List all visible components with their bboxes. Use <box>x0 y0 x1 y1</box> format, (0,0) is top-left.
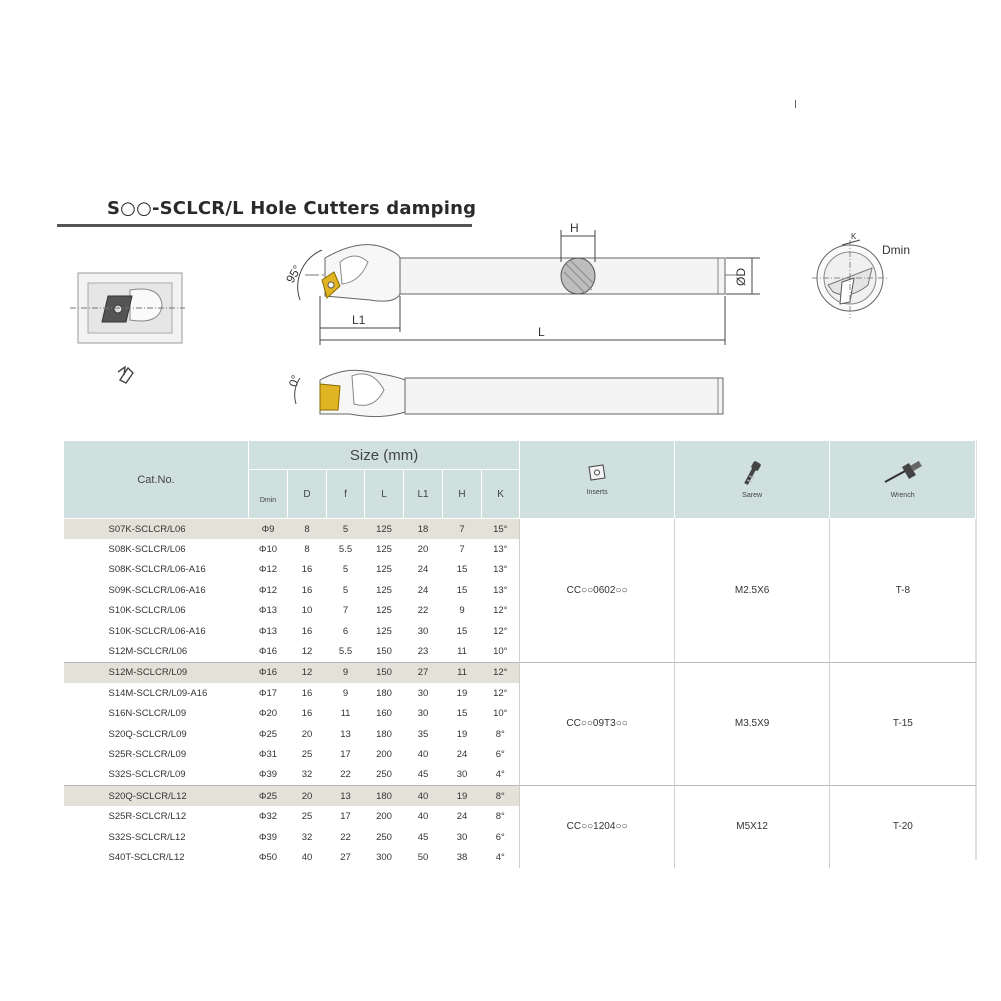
cell-cat-no: S25R-SCLCR/L12 <box>108 811 187 823</box>
direction-arrow-icon <box>118 367 133 383</box>
cell-d: 16 <box>301 625 313 637</box>
cell-cat-no: S12M-SCLCR/L06 <box>108 646 188 658</box>
cell-h: 15 <box>456 625 468 637</box>
cell-l: 125 <box>376 605 392 617</box>
cell-cat-no: S32S-SCLCR/L09 <box>108 769 186 781</box>
cell-l: 250 <box>376 831 392 843</box>
cell-l1: 40 <box>404 786 443 807</box>
cell-dmin: Φ16 <box>249 662 288 683</box>
cell-k: 13° <box>493 544 508 556</box>
cell-cat-no: S08K-SCLCR/L06-A16 <box>108 564 206 576</box>
cell-dmin: Φ10 <box>258 544 278 556</box>
cell-k: 8° <box>482 786 520 807</box>
cell-d: 12 <box>288 662 327 683</box>
wrench-icon <box>881 460 925 486</box>
cell-h: 11 <box>457 646 467 658</box>
header-l1: L1 <box>404 470 443 519</box>
header-wrench <box>830 441 976 519</box>
cell-l: 125 <box>376 584 392 596</box>
cell-f: 5.5 <box>338 646 353 658</box>
cell-d: 16 <box>301 584 313 596</box>
cell-d: 25 <box>301 811 313 823</box>
cell-d: 16 <box>301 564 313 576</box>
cell-f: 17 <box>340 748 351 760</box>
cell-d: 8 <box>288 519 327 540</box>
cell-l: 125 <box>376 625 392 637</box>
cell-k: 10° <box>493 708 508 720</box>
cell-l1: 40 <box>417 811 429 823</box>
cell-k: 6° <box>495 748 505 760</box>
cell-l1: 40 <box>417 748 429 760</box>
cell-l: 180 <box>365 786 404 807</box>
cell-k: 15° <box>482 519 520 540</box>
cell-k: 4° <box>495 769 505 781</box>
header-d: D <box>288 470 327 519</box>
cell-cat-no: S10K-SCLCR/L06-A16 <box>108 625 206 637</box>
cell-d: 20 <box>301 728 313 740</box>
cell-h: 15 <box>456 584 468 596</box>
cell-l1: 45 <box>417 769 429 781</box>
cell-d: 20 <box>288 786 327 807</box>
insert-detail-view <box>70 273 185 343</box>
cell-f: 22 <box>340 831 351 843</box>
cell-d: 25 <box>301 748 313 760</box>
cell-cat-no: S14M-SCLCR/L09-A16 <box>108 687 208 699</box>
wrench-cell: T-20 <box>830 786 976 868</box>
cell-l: 125 <box>376 544 392 556</box>
cell-l1: 30 <box>417 625 429 637</box>
insert-cell: CC○○1204○○ <box>520 786 675 868</box>
cell-l1: 35 <box>417 728 429 740</box>
cell-cat-no: S25R-SCLCR/L09 <box>108 748 187 760</box>
tool-end-view <box>812 232 910 318</box>
screw-cell: M3.5X9 <box>675 662 830 785</box>
screw-icon <box>741 460 763 486</box>
cell-cat-no: S09K-SCLCR/L06-A16 <box>108 584 206 596</box>
cell-l1: 27 <box>404 662 443 683</box>
cell-dmin: Φ25 <box>258 728 278 740</box>
cell-f: 5 <box>342 564 349 576</box>
cell-l1: 30 <box>417 687 429 699</box>
cell-l1: 24 <box>417 564 429 576</box>
cell-l1: 22 <box>417 605 429 617</box>
cell-l1: 20 <box>417 544 429 556</box>
cell-k: 12° <box>493 605 508 617</box>
cell-h: 38 <box>456 851 468 863</box>
cell-d: 16 <box>301 708 313 720</box>
cell-l1: 45 <box>417 831 429 843</box>
insert-cell: CC○○09T3○○ <box>520 662 675 785</box>
cell-cat-no: S20Q-SCLCR/L09 <box>108 728 187 740</box>
table-row <box>64 662 976 683</box>
cell-h: 19 <box>456 687 468 699</box>
cell-dmin: Φ12 <box>258 584 278 596</box>
cell-dmin: Φ16 <box>258 646 278 658</box>
cell-h: 30 <box>456 831 468 843</box>
cell-dmin: Φ25 <box>249 786 288 807</box>
cell-dmin: Φ17 <box>258 687 278 699</box>
cell-l: 180 <box>376 728 392 740</box>
header-dmin: Dmin <box>249 470 288 519</box>
cell-h: 24 <box>456 748 468 760</box>
cell-dmin: Φ32 <box>258 811 278 823</box>
angle-bottom-label: 0° <box>285 373 304 389</box>
cell-h: 24 <box>456 811 468 823</box>
cell-d: 16 <box>301 687 313 699</box>
header-l: L <box>365 470 404 519</box>
cell-k: 6° <box>495 831 505 843</box>
cell-d: 32 <box>301 831 313 843</box>
cell-l1: 18 <box>404 519 443 540</box>
cell-h: 15 <box>456 708 468 720</box>
cell-dmin: Φ13 <box>258 605 278 617</box>
header-size: Size (mm) <box>249 441 520 470</box>
cell-k: 10° <box>493 646 508 658</box>
spec-table-body <box>64 519 976 868</box>
cell-d: 32 <box>301 769 313 781</box>
cell-cat-no: S12M-SCLCR/L09 <box>64 662 249 683</box>
header-cat-no: Cat.No. <box>64 441 249 519</box>
cell-f: 22 <box>340 769 351 781</box>
cell-dmin: Φ39 <box>258 769 278 781</box>
cell-k: 8° <box>495 728 505 740</box>
cell-d: 8 <box>304 544 310 556</box>
cell-cat-no: S40T-SCLCR/L12 <box>108 851 185 863</box>
cell-d: 12 <box>301 646 313 658</box>
technical-drawing <box>0 0 1001 440</box>
cell-k: 8° <box>495 811 505 823</box>
cell-l1: 23 <box>417 646 429 658</box>
cell-l: 160 <box>376 708 392 720</box>
header-wrench-label: Wrench <box>890 492 915 499</box>
cell-k: 12° <box>493 687 508 699</box>
cell-h: 19 <box>443 786 482 807</box>
dim-l-label: L <box>538 325 545 339</box>
cell-f: 9 <box>327 662 365 683</box>
dim-l1-label: L1 <box>352 313 366 327</box>
cell-h: 11 <box>443 662 482 683</box>
header-k: K <box>482 470 520 519</box>
header-f: f <box>327 470 365 519</box>
cell-l: 200 <box>376 748 392 760</box>
header-inserts-label: Inserts <box>586 489 608 496</box>
cell-d: 10 <box>301 605 313 617</box>
cell-cat-no: S16N-SCLCR/L09 <box>108 708 187 720</box>
cell-h: 9 <box>459 605 465 617</box>
cell-k: 4° <box>495 851 505 863</box>
cell-l: 200 <box>376 811 392 823</box>
cell-l1: 50 <box>417 851 429 863</box>
cell-l: 300 <box>376 851 392 863</box>
wrench-cell: T-8 <box>830 519 976 663</box>
cell-cat-no: S07K-SCLCR/L06 <box>64 519 249 540</box>
tool-top-view <box>286 370 723 416</box>
cell-dmin: Φ39 <box>258 831 278 843</box>
cell-h: 19 <box>456 728 468 740</box>
cell-dmin: Φ50 <box>258 851 278 863</box>
cell-f: 27 <box>340 851 351 863</box>
header-inserts <box>520 441 675 519</box>
cell-h: 7 <box>459 544 465 556</box>
cell-f: 13 <box>327 786 365 807</box>
screw-cell: M5X12 <box>675 786 830 868</box>
dim-h-label: H <box>570 221 579 235</box>
cell-dmin: Φ13 <box>258 625 278 637</box>
cell-cat-no: S20Q-SCLCR/L12 <box>64 786 249 807</box>
cell-l1: 30 <box>417 708 429 720</box>
cell-dmin: Φ31 <box>258 748 278 760</box>
cell-l: 125 <box>376 564 392 576</box>
dim-k-label: K <box>851 232 857 241</box>
header-h: H <box>443 470 482 519</box>
wrench-cell: T-15 <box>830 662 976 785</box>
cell-h: 7 <box>443 519 482 540</box>
cell-f: 11 <box>340 708 351 720</box>
cell-l: 250 <box>376 769 392 781</box>
spec-table <box>63 440 976 868</box>
header-screw <box>675 441 830 519</box>
cell-f: 5 <box>342 584 349 596</box>
cell-f: 13 <box>340 728 351 740</box>
cell-f: 17 <box>340 811 351 823</box>
cell-dmin: Φ12 <box>258 564 278 576</box>
cell-dmin: Φ9 <box>249 519 288 540</box>
cell-f: 6 <box>342 625 349 637</box>
cell-cat-no: S32S-SCLCR/L12 <box>108 831 186 843</box>
cell-l: 125 <box>365 519 404 540</box>
page-title: S○○-SCLCR/L Hole Cutters damping <box>107 198 477 219</box>
tool-side-view <box>283 221 760 345</box>
angle-top-label: 95° <box>283 262 305 286</box>
cell-cat-no: S08K-SCLCR/L06 <box>108 544 186 556</box>
cell-f: 9 <box>342 687 349 699</box>
header-screw-label: Sarew <box>742 492 763 499</box>
cell-k: 13° <box>493 584 508 596</box>
cell-k: 13° <box>493 564 508 576</box>
cell-k: 12° <box>493 625 508 637</box>
cell-l: 150 <box>365 662 404 683</box>
cell-f: 7 <box>342 605 349 617</box>
insert-icon <box>586 463 608 483</box>
cell-k: 12° <box>482 662 520 683</box>
cell-h: 15 <box>456 564 468 576</box>
cell-l1: 24 <box>417 584 429 596</box>
cell-f: 5.5 <box>338 544 353 556</box>
cell-f: 5 <box>327 519 365 540</box>
dim-d-label: ØD <box>734 268 748 286</box>
cell-l: 150 <box>376 646 392 658</box>
table-row <box>64 519 976 540</box>
insert-cell: CC○○0602○○ <box>520 519 675 663</box>
table-row <box>64 786 976 807</box>
dim-dmin-label: Dmin <box>882 243 911 257</box>
cell-dmin: Φ20 <box>258 708 278 720</box>
cell-l: 180 <box>376 687 392 699</box>
cell-d: 40 <box>301 851 313 863</box>
cell-h: 30 <box>456 769 468 781</box>
screw-cell: M2.5X6 <box>675 519 830 663</box>
cell-cat-no: S10K-SCLCR/L06 <box>108 605 186 617</box>
